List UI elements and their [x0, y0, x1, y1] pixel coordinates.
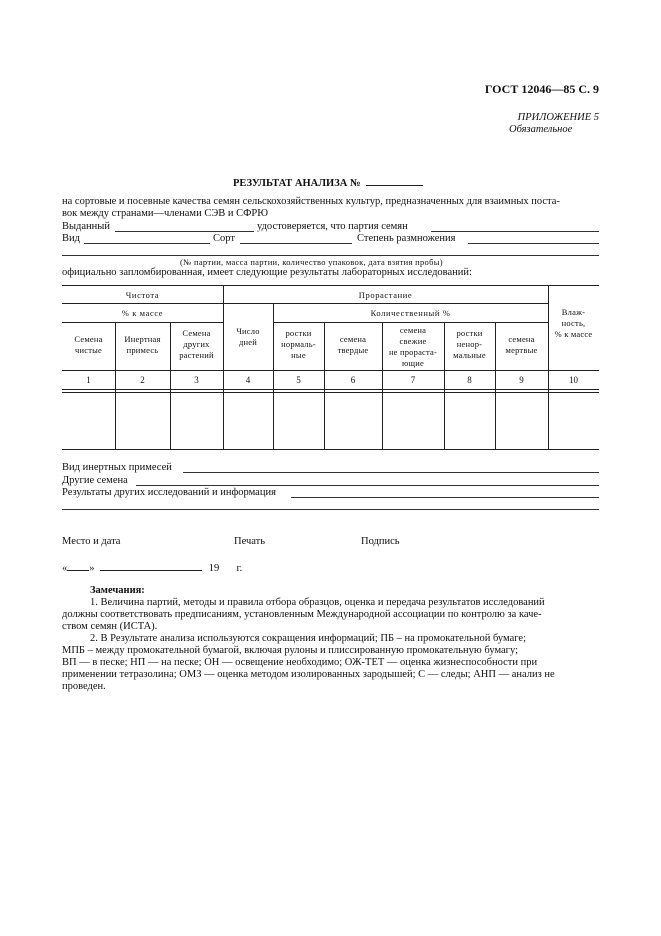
title-text: РЕЗУЛЬТАТ АНАЛИЗА № — [233, 178, 361, 189]
column-number: 9 — [519, 375, 524, 385]
column-number: 10 — [569, 375, 578, 385]
year-field[interactable] — [222, 561, 234, 571]
col-hard-seeds: семена твердые — [337, 334, 369, 355]
certifies-label: удостоверяется, что партия семян — [257, 221, 408, 232]
seed-lot-field[interactable] — [431, 231, 599, 232]
other-results-field-extra[interactable] — [62, 509, 599, 510]
note-1-line-1: 1. Величина партий, методы и правила отбора образцов, оценка и передача результатов исследований — [90, 597, 545, 608]
col-normal-sprouts: ростки нормаль- ные — [281, 328, 316, 360]
intro-line-1: на сортовые и посевные качества семян сельскохозяйственных культур, предназначенных для взаимных поста- — [62, 196, 560, 207]
signature-label: Подпись — [361, 536, 400, 547]
other-seeds-field[interactable] — [136, 485, 599, 486]
inert-field[interactable] — [183, 472, 599, 473]
column-number: 6 — [350, 375, 356, 385]
note-2-line-3: ВП — в песке; НП — на песке; ОН — освещение необходимо; ОЖ-ТЕТ — оценка жизнеспособности при — [62, 657, 538, 668]
column-number: 1 — [86, 375, 91, 385]
month-field[interactable] — [100, 560, 202, 571]
analysis-number-field[interactable] — [366, 175, 423, 186]
days-header: Число дней — [236, 326, 260, 347]
year-prefix: 19 — [208, 563, 220, 574]
note-2-line-5: проведен. — [62, 681, 106, 692]
year-suffix: г. — [236, 563, 243, 574]
column-number: 5 — [296, 375, 301, 385]
column-number: 2 — [140, 375, 145, 385]
stamp-label: Печать — [234, 536, 266, 547]
col-inert-matter: Инертная примесь — [124, 334, 161, 355]
moisture-header: Влаж- ность, % к массе — [554, 307, 593, 339]
sealed-text: официально запломбированная, имеет следующие результаты лабораторных исследований: — [62, 267, 472, 278]
close-quote: » — [89, 563, 95, 574]
col-fresh-ungerminated: семена свежие не прораста- ющие — [388, 325, 438, 368]
inert-label: Вид инертных примесей — [62, 462, 172, 473]
col-pure-seeds: Семена чистые — [74, 334, 103, 355]
table-data-row[interactable] — [62, 393, 599, 449]
appendix-label: ПРИЛОЖЕНИЕ 5 — [517, 112, 599, 123]
column-number: 4 — [245, 375, 251, 385]
lot-info-caption: (№ партии, масса партии, количество упаковок, дата взятия пробы) — [180, 257, 443, 267]
column-number: 8 — [467, 375, 472, 385]
col-dead-seeds: семена мертвые — [505, 334, 538, 355]
degree-label: Степень размножения — [357, 233, 456, 244]
place-date-label: Место и дата — [62, 536, 121, 547]
issued-label: Выданный — [62, 221, 110, 232]
percent-mass-header: % к массе — [121, 308, 164, 318]
quantitative-header: Количественный % — [370, 308, 451, 318]
kind-field[interactable] — [84, 243, 210, 244]
col-abnormal-sprouts: ростки ненор- мальные — [453, 328, 486, 360]
germination-header: Прорастание — [358, 290, 413, 300]
date-line — [62, 560, 242, 574]
gost-header: ГОСТ 12046—85 С. 9 — [484, 82, 599, 96]
other-results-label: Результаты других исследований и информация — [62, 487, 276, 498]
other-seeds-label: Другие семена — [62, 475, 128, 486]
kind-label: Вид — [62, 233, 80, 244]
purity-header: Чистота — [125, 290, 160, 300]
note-1-line-3: ством семян (ИСТА). — [62, 621, 158, 632]
note-2-line-2: МПБ – между промокательной бумагой, включая рулоны и плиссированную промокательную бумагу; — [62, 645, 519, 656]
day-field[interactable] — [67, 560, 89, 571]
variety-field[interactable] — [240, 243, 352, 244]
degree-field[interactable] — [468, 243, 599, 244]
open-quote: « — [62, 563, 68, 574]
document-title — [233, 175, 423, 189]
note-1-line-2: должны соответствовать предписаниям, установленным Международной ассоциации по контролю за каче- — [62, 609, 542, 620]
lot-info-field[interactable] — [62, 255, 599, 256]
note-2-line-4: применении тетразолина; ОМЗ — оценка методом изолированных зародышей; С — следы; АНП — анализ не — [62, 669, 555, 680]
note-2-line-1: 2. В Результате анализа используются сокращения информаций; ПБ – на промокательной бумаге; — [90, 633, 526, 644]
notes-title: Замечания: — [90, 585, 145, 596]
other-results-field[interactable] — [291, 497, 599, 498]
intro-line-2: вок между странами—членами СЭВ и СФРЮ — [62, 208, 269, 219]
column-number: 7 — [410, 375, 416, 385]
variety-label: Сорт — [213, 233, 235, 244]
issued-field[interactable] — [115, 231, 254, 232]
column-number: 3 — [194, 375, 199, 385]
col-other-plant-seeds: Семена других растений — [179, 328, 214, 360]
mandatory-label: Обязательное — [509, 124, 573, 135]
